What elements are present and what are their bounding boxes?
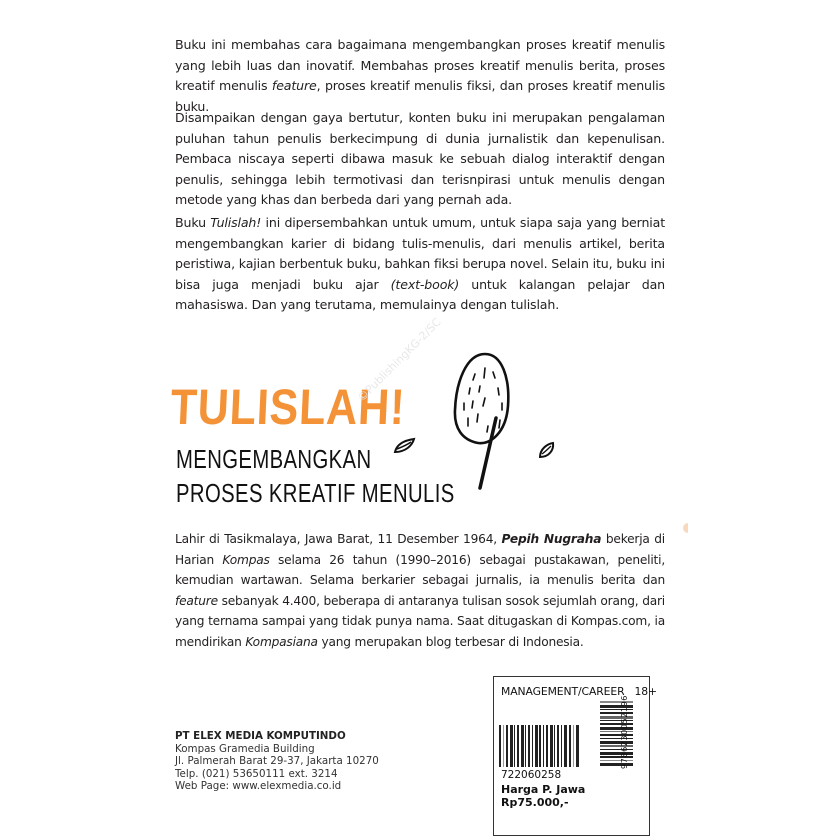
price-label: Harga P. Jawa Rp75.000,- xyxy=(501,783,586,809)
blurb-paragraph-3 xyxy=(175,213,665,316)
publisher-address-line: Jl. Palmerah Barat 29-37, Jakarta 10270 xyxy=(175,755,379,768)
barcode-icon xyxy=(499,725,589,767)
text: Disampaikan dengan gaya bertutur, konten buku ini merupakan pengalaman puluhan tahun penulis berkecimpung di dunia jurnalistik dan kepenulisan. Pembaca niscaya seperti dibawa masuk ke sebuah dialog interaktif dengan penulis, sehingga lebih termotivasi dan terisnpirasi untuk menulis dengan metode yang khas dan berbeda dari yang pernah ada. xyxy=(175,110,665,208)
category-text: MANAGEMENT/CAREER xyxy=(501,685,625,698)
text: Lahir di Tasikmalaya, Jawa Barat, 11 Desember 1964, xyxy=(175,532,502,546)
book-subtitle-line-2: PROSES KREATIF MENULIS xyxy=(176,478,455,508)
text: yang merupakan blog terbesar di Indonesia. xyxy=(317,634,584,649)
watermark: ©PublishingKG-2/SC xyxy=(355,315,444,405)
leaf-icon xyxy=(393,437,417,455)
italic-text: Kompas xyxy=(222,552,270,567)
italic-text: Tulislah! xyxy=(210,215,262,230)
text: , proses kreatif menulis fiksi, dan proses kreatif menulis buku. xyxy=(175,78,665,114)
text: ini dipersembahkan untuk umum, untuk siapa saja yang berniat mengembangkan karier di bidang tulis-menulis, dari menulis artikel, berita peristiwa, kajian berbentuk buku, bahkan fiksi berupa novel. Selain itu, buku ini bisa juga menjadi buku ajar xyxy=(175,215,666,292)
age-rating: 18+ xyxy=(634,685,657,698)
text: selama 26 tahun (1990–2016) sebagai pustakawan, peneliti, kemudian wartawan. Selama berkarier sebagai jurnalis, ia menulis berita dan xyxy=(175,552,665,588)
text: Buku xyxy=(175,215,211,230)
blurb-paragraph-2 xyxy=(175,108,665,211)
isbn-number: 9786230052196 xyxy=(620,695,629,769)
italic-text: Kompasiana xyxy=(245,634,318,649)
text: untuk kalangan pelajar dan mahasiswa. Dan yang terutama, memulainya dengan tulislah. xyxy=(175,276,665,313)
publisher-address-line: Kompas Gramedia Building xyxy=(175,742,315,755)
author-name: Pepih Nugraha xyxy=(501,532,602,546)
leaf-icon xyxy=(537,440,557,460)
blurb-paragraph-1 xyxy=(175,35,665,117)
barcode-box xyxy=(493,676,657,836)
italic-text: (text-book) xyxy=(390,276,460,292)
tree-illustration-icon xyxy=(440,348,530,498)
barcode-number: 722060258 xyxy=(501,769,562,781)
text: sebanyak 4.400, beberapa di antaranya tulisan sosok sejumlah orang, dari yang ternama sampai yang tidak punya nama. Saat ditugaskan di Kompas.com, ia mendirikan xyxy=(175,593,665,649)
italic-text: feature xyxy=(271,78,317,94)
publisher-info xyxy=(175,730,379,793)
text: bekerja di Harian xyxy=(175,532,665,567)
book-title: TULISLAH! xyxy=(169,379,407,435)
text: Buku ini membahas cara bagaimana mengembangkan proses kreatif menulis yang lebih luas dan inovatif. Membahas proses kreatif menulis berita, proses kreatif menulis xyxy=(175,37,665,94)
publisher-name: PT ELEX MEDIA KOMPUTINDO xyxy=(175,730,346,742)
category-label xyxy=(501,685,657,698)
publisher-phone: Telp. (021) 53650111 ext. 3214 xyxy=(175,767,338,780)
publisher-website: Web Page: www.elexmedia.co.id xyxy=(175,780,342,793)
italic-text: feature xyxy=(175,593,218,608)
edge-mark xyxy=(683,523,688,533)
book-subtitle-line-1: MENGEMBANGKAN xyxy=(176,444,372,474)
author-bio xyxy=(175,529,665,653)
